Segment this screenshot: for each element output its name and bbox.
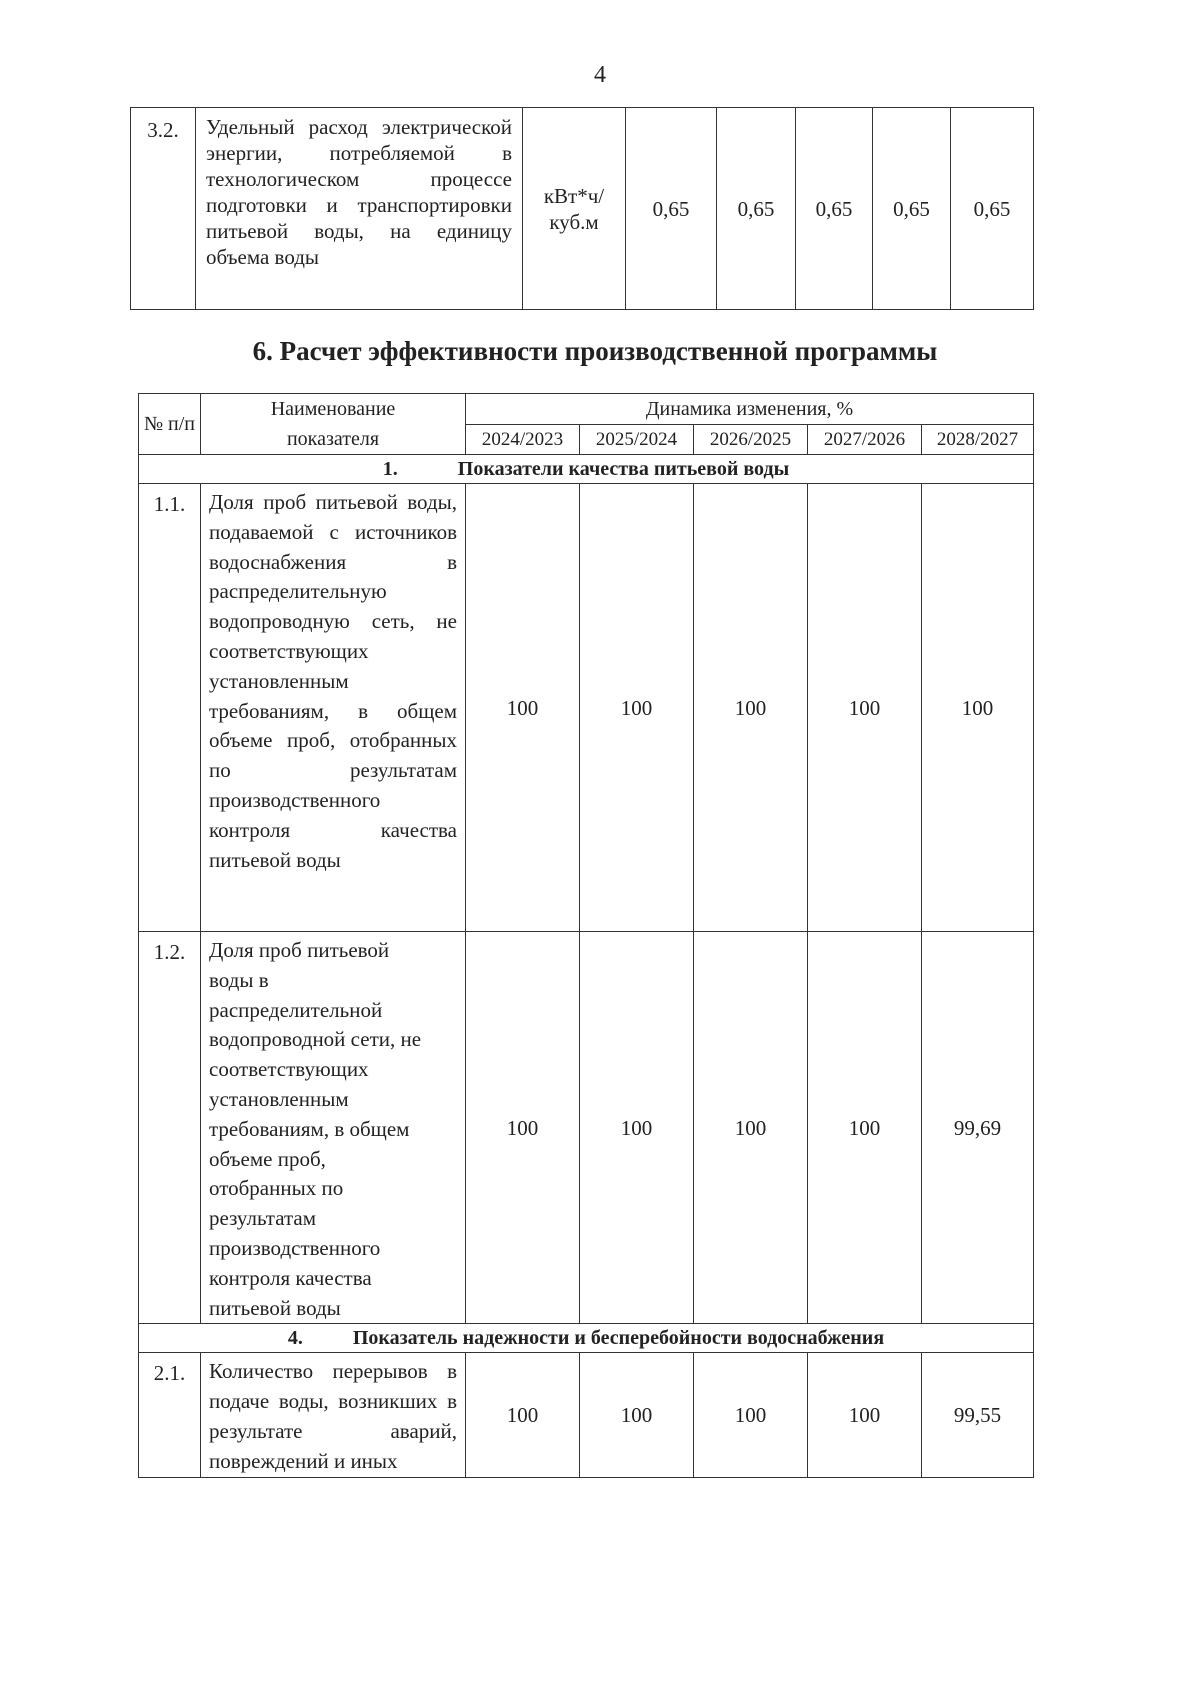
indicator-name: Удельный расход электрической энергии, потребляемой в технологическом процессе подготовки и транспортировки питьевой воды, на единицу объема воды (196, 108, 523, 310)
section-title-text: Показатель надежности и бесперебойности водоснабжения (352, 1327, 885, 1350)
value-cell: 100 (808, 484, 922, 932)
header-num: № п/п (139, 394, 201, 455)
year-header: 2026/2025 (694, 425, 808, 455)
value-cell: 0,65 (626, 108, 717, 310)
section-heading (139, 455, 1034, 484)
header-dynamics: Динамика изменения, % (466, 394, 1034, 425)
value-cell: 0,65 (951, 108, 1034, 310)
table-row (139, 484, 1034, 932)
section-number: 1. (382, 458, 398, 480)
value-cell: 99,69 (922, 932, 1034, 1324)
value-cell: 100 (580, 1353, 694, 1477)
value-cell: 100 (694, 1353, 808, 1477)
value-cell: 0,65 (796, 108, 873, 310)
table-row (139, 932, 1034, 1324)
year-header: 2027/2026 (808, 425, 922, 455)
value-cell: 100 (580, 484, 694, 932)
indicator-name: Доля проб питьевой воды в распределительной водопроводной сети, не соответствующих установленным требованиям, в общем объеме проб, отобранных по результатам производственного контроля качества питьевой воды (201, 932, 466, 1324)
value-cell: 100 (466, 932, 580, 1324)
value-cell: 100 (466, 1353, 580, 1477)
value-cell: 100 (694, 932, 808, 1324)
year-header: 2025/2024 (580, 425, 694, 455)
value-cell: 100 (694, 484, 808, 932)
value-cell: 100 (466, 484, 580, 932)
header-name: Наименование показателя (201, 394, 466, 455)
section-row (139, 455, 1034, 484)
year-header: 2024/2023 (466, 425, 580, 455)
page-number: 4 (594, 62, 606, 88)
table-row (139, 1353, 1034, 1477)
indicators-table-continued (130, 107, 1034, 310)
value-cell: 100 (922, 484, 1034, 932)
row-number: 1.2. (139, 932, 201, 1324)
section-title: 6. Расчет эффективности производственной программы (252, 336, 938, 366)
section-number: 4. (287, 1327, 303, 1350)
value-cell: 100 (580, 932, 694, 1324)
value-cell: 100 (808, 1353, 922, 1477)
value-cell: 0,65 (873, 108, 951, 310)
section-row (139, 1324, 1034, 1353)
value-cell: 100 (808, 932, 922, 1324)
value-cell: 0,65 (717, 108, 796, 310)
header-row (139, 394, 1034, 425)
table-row (131, 108, 1034, 310)
indicator-name: Количество перерывов в подаче воды, возникших в результате аварий, повреждений и иных (201, 1353, 466, 1477)
section-heading (139, 1324, 1034, 1353)
value-cell: 99,55 (922, 1353, 1034, 1477)
efficiency-table (138, 393, 1034, 1478)
year-header: 2028/2027 (922, 425, 1034, 455)
indicator-name: Доля проб питьевой воды, подаваемой с источников водоснабжения в распределительную водопроводную сеть, не соответствующих установленным требованиям, в общем объеме проб, отобранных по результатам производственного контроля качества питьевой воды (201, 484, 466, 932)
unit-cell: кВт*ч/ куб.м (523, 108, 626, 310)
row-number: 1.1. (139, 484, 201, 932)
row-number: 3.2. (131, 108, 196, 310)
row-number: 2.1. (139, 1353, 201, 1477)
section-title-text: Показатели качества питьевой воды (457, 458, 790, 480)
